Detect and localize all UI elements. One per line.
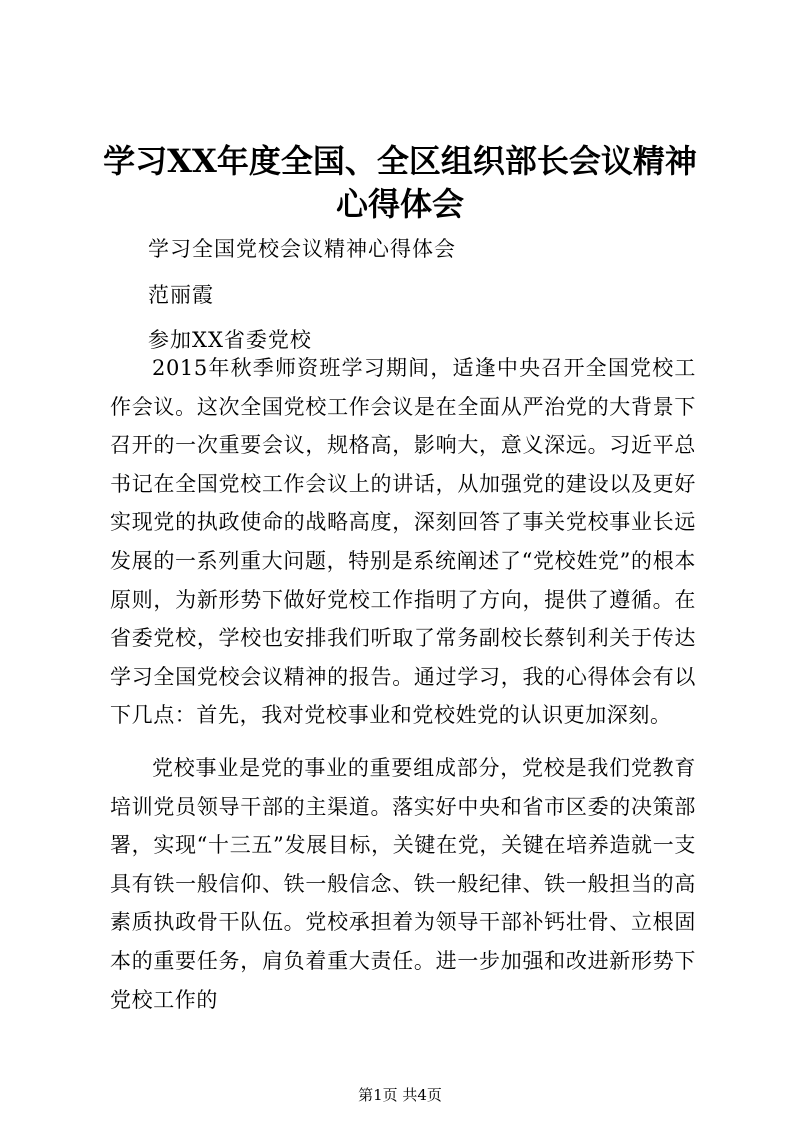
author-affiliation: 参加XX省委党校 xyxy=(148,328,312,352)
document-title: 学习XX年度全国、全区组织部长会议精神心得体会 xyxy=(103,142,697,223)
body-paragraph-1: 2015年秋季师资班学习期间，适逢中央召开全国党校工作会议。这次全国党校工作会议是在全面从严治党的大背景下召开的一次重要会议，规格高，影响大，意义深远。习近平总书记在全国党校工作会议上的讲话，从加强党的建设以及更好实现党的执政使命的战略高度，深刻回答了事关党校事业长远发展的一系列重大问题，特别是系统阐述了“党校姓党”的根本原则，为新形势下做好党校工作指明了方向，提供了遵循。在省委党校，学校也安排我们听取了常务副校长蔡钊利关于传达学习全国党校会议精神的报告。通过学习，我的心得体会有以下几点：首先，我对党校事业和党校姓党的认识更加深刻。 xyxy=(110,356,696,728)
document-subtitle: 学习全国党校会议精神心得体会 xyxy=(148,237,456,261)
body-paragraph-2: 党校事业是党的事业的重要组成部分，党校是我们党教育培训党员领导干部的主渠道。落实好中央和省市区委的决策部署，实现“十三五”发展目标，关键在党，关键在培养造就一支具有铁一般信仰、铁一般信念、铁一般纪律、铁一般担当的高素质执政骨干队伍。党校承担着为领导干部补钙壮骨、立根固本的重要任务，肩负着重大责任。进一步加强和改进新形势下党校工作的 xyxy=(110,756,696,1012)
page-number: 第1页 共4页 xyxy=(358,1086,442,1104)
author-name: 范丽霞 xyxy=(148,283,214,307)
